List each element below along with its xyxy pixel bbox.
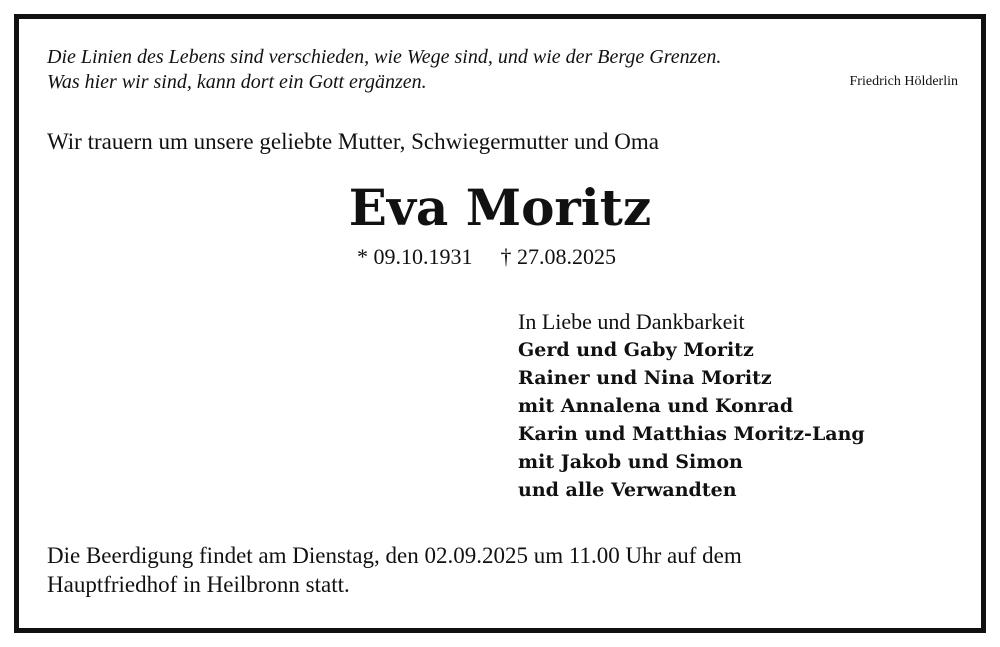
family-member: Rainer und Nina Moritz xyxy=(518,367,772,389)
motto-quote xyxy=(47,45,721,95)
funeral-line-2: Hauptfriedhof in Heilbronn statt. xyxy=(47,572,350,597)
family-member: und alle Verwandten xyxy=(518,479,737,501)
family-member: Gerd und Gaby Moritz xyxy=(518,339,754,361)
family-member: mit Jakob und Simon xyxy=(518,451,743,473)
motto-line-1: Die Linien des Lebens sind verschieden, wie Wege sind, und wie der Berge Grenzen. xyxy=(47,46,722,68)
deceased-name: Eva Moritz xyxy=(348,178,652,237)
family-intro: In Liebe und Dankbarkeit xyxy=(518,309,745,334)
funeral-info xyxy=(47,541,742,599)
funeral-line-1: Die Beerdigung findet am Dienstag, den 02.09.2025 um 11.00 Uhr auf dem xyxy=(47,543,742,568)
motto-line-2: Was hier wir sind, kann dort ein Gott ergänzen. xyxy=(47,71,427,93)
birth-date: * 09.10.1931 xyxy=(357,244,473,269)
motto-author: Friedrich Hölderlin xyxy=(849,74,958,89)
life-dates xyxy=(357,244,616,270)
mourning-intro: Wir trauern um unsere geliebte Mutter, Schwiegermutter und Oma xyxy=(47,129,659,154)
family-member: Karin und Matthias Moritz-Lang xyxy=(518,423,865,445)
death-date: † 27.08.2025 xyxy=(500,244,616,269)
family-member: mit Annalena und Konrad xyxy=(518,395,794,417)
family-signature xyxy=(518,308,865,504)
